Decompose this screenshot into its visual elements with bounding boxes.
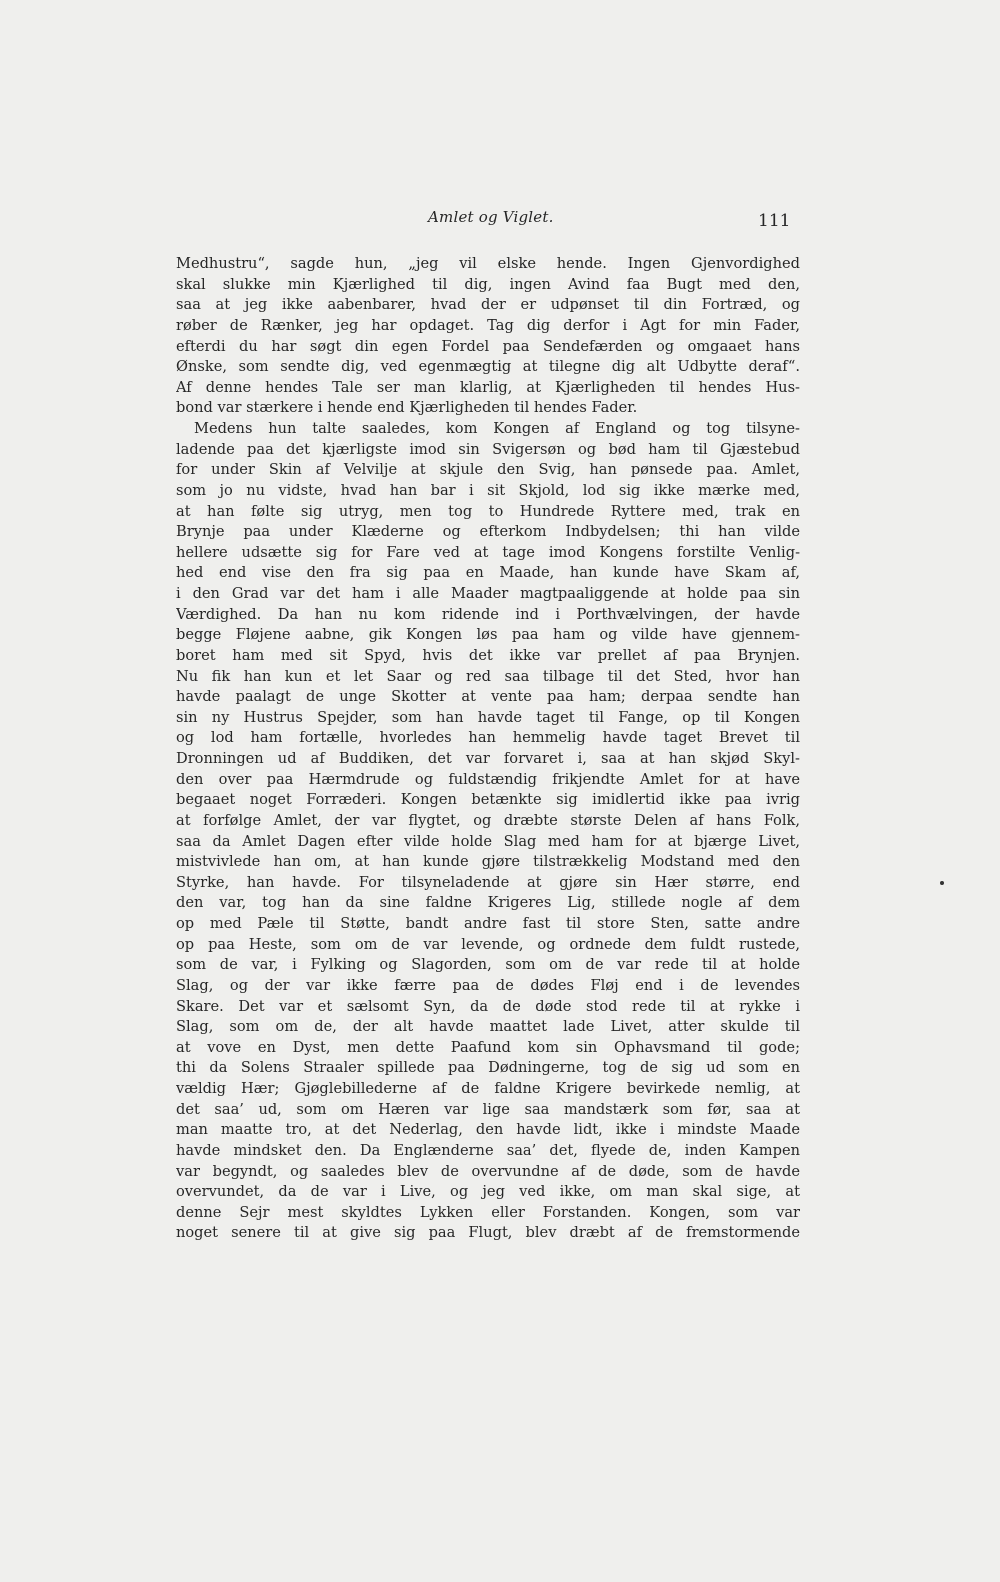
running-title: Amlet og Viglet.: [428, 208, 554, 226]
text-line: begge Fløjene aabne, gik Kongen løs paa ham og vilde have gjennem-: [176, 626, 800, 644]
text-line: Medhustru“, sagde hun, „jeg vil elske hende. Ingen Gjenvordighed: [176, 255, 800, 272]
text-line: begaaet noget Forræderi. Kongen betænkte sig imidlertid ikke paa ivrig: [176, 791, 800, 809]
text-line: denne Sejr mest skyldtes Lykken eller Forstanden. Kongen, som var: [176, 1203, 800, 1221]
text-line: at han følte sig utryg, men tog to Hundrede Ryttere med, trak en: [176, 502, 800, 520]
text-line: Dronningen ud af Buddiken, det var forvaret i, saa at han skjød Skyl-: [176, 750, 800, 767]
margin-dot: [940, 881, 944, 885]
text-line: Værdighed. Da han nu kom ridende ind i Porthvælvingen, der havde: [176, 605, 800, 623]
text-line: sin ny Hustrus Spejder, som han havde taget til Fange, op til Kongen: [176, 708, 800, 726]
text-line: som jo nu vidste, hvad han bar i sit Skjold, lod sig ikke mærke med,: [176, 481, 800, 499]
text-line: mistvivlede han om, at han kunde gjøre tilstrækkelig Modstand med den: [176, 853, 800, 871]
text-line: efterdi du har søgt din egen Fordel paa Sendefærden og omgaaet hans: [176, 337, 800, 355]
text-line: havde paalagt de unge Skotter at vente paa ham; derpaa sendte han: [176, 688, 800, 706]
text-line: saa da Amlet Dagen efter vilde holde Slag med ham for at bjærge Livet,: [176, 832, 800, 850]
page-number: 111: [758, 211, 791, 231]
text-line: den var, tog han da sine faldne Krigeres Lig, stillede nogle af dem: [176, 894, 800, 912]
text-line: Brynje paa under Klæderne og efterkom Indbydelsen; thi han vilde: [176, 523, 800, 541]
text-line: Slag, og der var ikke færre paa de dødes Fløj end i de levendes: [176, 976, 800, 994]
text-line: Af denne hendes Tale ser man klarlig, at Kjærligheden til hendes Hus-: [176, 378, 800, 396]
text-line: op med Pæle til Støtte, bandt andre fast til store Sten, satte andre: [176, 915, 800, 932]
text-line: skal slukke min Kjærlighed til dig, ingen Avind faa Bugt med den,: [176, 275, 800, 293]
text-line: hellere udsætte sig for Fare ved at tage imod Kongens forstilte Venlig-: [176, 543, 800, 561]
text-line: Medens hun talte saaledes, kom Kongen af England og tog tilsyne-: [194, 420, 800, 437]
text-line: thi da Solens Straaler spillede paa Dødningerne, tog de sig ud som en: [176, 1059, 800, 1077]
text-line: hed end vise den fra sig paa en Maade, han kunde have Skam af,: [176, 564, 800, 582]
text-line: ladende paa det kjærligste imod sin Svigersøn og bød ham til Gjæstebud: [176, 440, 800, 458]
text-line: Skare. Det var et sælsomt Syn, da de døde stod rede til at rykke i: [176, 997, 800, 1015]
text-line: i den Grad var det ham i alle Maader magtpaaliggende at holde paa sin: [176, 585, 800, 602]
text-line: som de var, i Fylking og Slagorden, som om de var rede til at holde: [176, 956, 800, 974]
text-line: det saa’ ud, som om Hæren var lige saa mandstærk som før, saa at: [176, 1100, 800, 1118]
text-line: havde mindsket den. Da Englænderne saa’ det, flyede de, inden Kampen: [176, 1141, 800, 1159]
text-line: noget senere til at give sig paa Flugt, blev dræbt af de fremstormende: [176, 1224, 800, 1242]
text-line: den over paa Hærmdrude og fuldstændig frikjendte Amlet for at have: [176, 770, 800, 788]
text-line: for under Skin af Velvilje at skjule den Svig, han pønsede paa. Amlet,: [176, 461, 800, 479]
text-line: og lod ham fortælle, hvorledes han hemmelig havde taget Brevet til: [176, 729, 800, 747]
text-line: Nu fik han kun et let Saar og red saa tilbage til det Sted, hvor han: [176, 667, 800, 685]
text-line: røber de Rænker, jeg har opdaget. Tag dig derfor i Agt for min Fader,: [176, 316, 800, 334]
text-line: man maatte tro, at det Nederlag, den havde lidt, ikke i mindste Maade: [176, 1121, 800, 1139]
text-line: boret ham med sit Spyd, hvis det ikke var prellet af paa Brynjen.: [176, 646, 800, 664]
text-line: overvundet, da de var i Live, og jeg ved ikke, om man skal sige, at: [176, 1183, 800, 1201]
text-line: Ønske, som sendte dig, ved egenmægtig at tilegne dig alt Udbytte deraf“.: [176, 358, 800, 376]
text-line: Slag, som om de, der alt havde maattet lade Livet, atter skulde til: [176, 1018, 800, 1036]
text-line: at vove en Dyst, men dette Paafund kom sin Ophavsmand til gode;: [176, 1038, 800, 1056]
text-line: at forfølge Amlet, der var flygtet, og dræbte største Delen af hans Folk,: [176, 811, 800, 829]
text-line: saa at jeg ikke aabenbarer, hvad der er udpønset til din Fortræd, og: [176, 296, 800, 314]
text-line: vældig Hær; Gjøglebillederne af de faldne Krigere bevirkede nemlig, at: [176, 1080, 800, 1097]
text-line: var begyndt, og saaledes blev de overvundne af de døde, som de havde: [176, 1162, 800, 1180]
text-line: Styrke, han havde. For tilsyneladende at gjøre sin Hær større, end: [176, 873, 800, 891]
body-text: [176, 254, 800, 1244]
text-line: op paa Heste, som om de var levende, og ordnede dem fuldt rustede,: [176, 935, 800, 953]
text-line: bond var stærkere i hende end Kjærligheden til hendes Fader.: [176, 399, 638, 417]
